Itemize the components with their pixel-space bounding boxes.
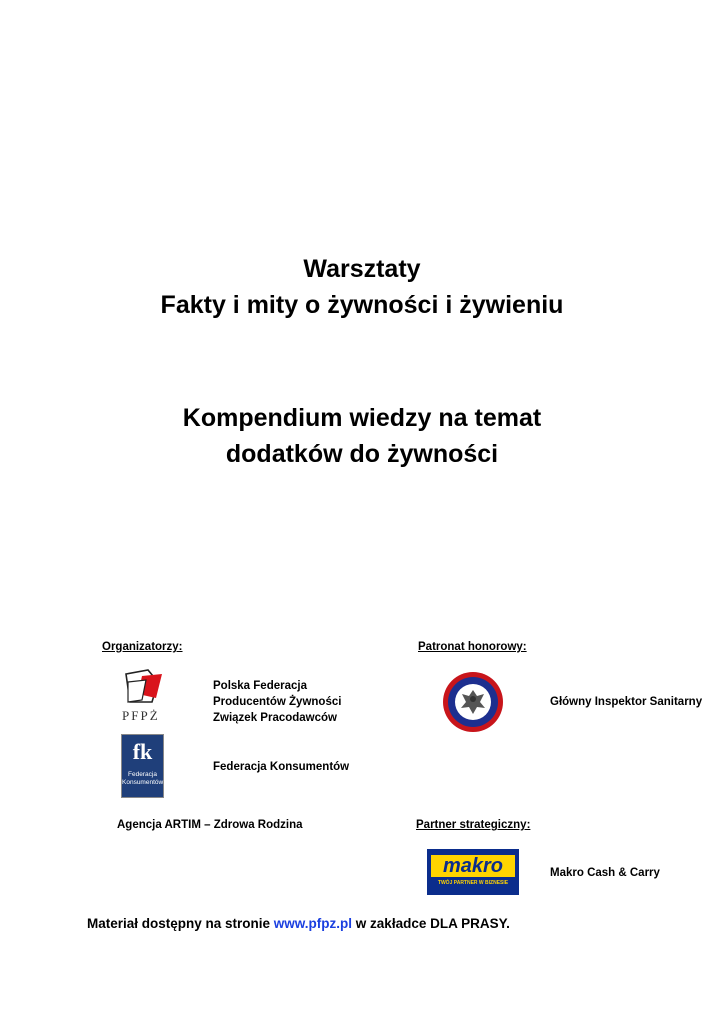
subtitle-line-2: dodatków do żywności: [225, 440, 499, 468]
footer-link[interactable]: www.pfpz.pl: [273, 916, 353, 931]
pfpz-logo: [118, 668, 168, 724]
sanitary-inspection-seal: [441, 670, 505, 734]
patron-name: Główny Inspektor Sanitarny: [550, 696, 703, 708]
footer-suffix: w zakładce DLA PRASY.: [352, 916, 510, 931]
footer-prefix: Materiał dostępny na stronie: [87, 916, 274, 931]
title-line-1: Warsztaty: [303, 255, 421, 283]
makro-logo-tagline: TWÓJ PARTNER W BIZNESIE: [437, 880, 509, 886]
fk-logo-sub-2: Konsumentów: [122, 779, 164, 786]
fk-logo-sub-1: Federacja: [128, 771, 157, 778]
patronage-label: Patronat honorowy:: [418, 641, 527, 653]
fk-logo: [121, 734, 164, 798]
artim-name: Agencja ARTIM – Zdrowa Rodzina: [117, 819, 303, 831]
partner-name: Makro Cash & Carry: [550, 867, 660, 879]
pfpz-name-line-3: Związek Pracodawców: [213, 712, 337, 724]
makro-logo: [427, 849, 519, 895]
pfpz-logo-text: PFPŻ: [122, 708, 160, 723]
makro-logo-text: makro: [442, 855, 504, 877]
subtitle-line-1: Kompendium wiedzy na temat: [182, 404, 542, 432]
fk-name: Federacja Konsumentów: [213, 761, 350, 773]
organizers-label: Organizatorzy:: [102, 641, 183, 653]
partner-label: Partner strategiczny:: [416, 819, 531, 831]
pfpz-name-line-2: Producentów Żywności: [213, 696, 342, 708]
title-line-2: Fakty i mity o żywności i żywieniu: [160, 291, 564, 319]
fk-logo-text: fk: [132, 739, 153, 764]
footer-note: [87, 916, 510, 931]
pfpz-name-line-1: Polska Federacja: [213, 680, 307, 692]
